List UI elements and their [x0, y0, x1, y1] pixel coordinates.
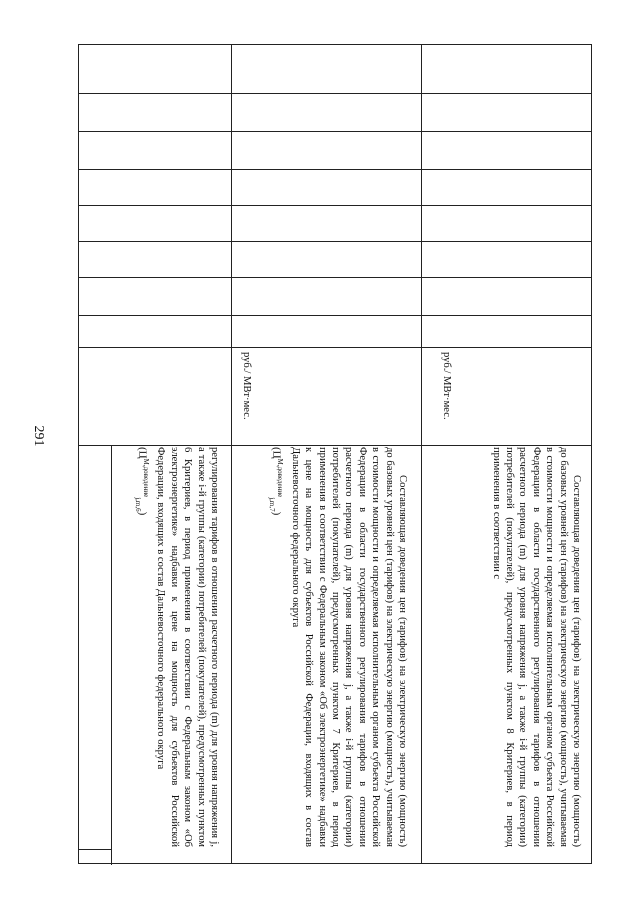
row-3-description: [489, 447, 583, 847]
column-divider: [79, 241, 591, 242]
row-1-description: [131, 447, 221, 847]
row-1-text: регулирования тарифов в отношении расчетного периода (m) для уровня напряжения j, а также i-й группы (категории) потребителей (покупателей), предусмотренных пунктом 6 Критериев, в период применения в соответствии с Федеральным законом «Об электроэнергетике» надбавки к цене на мощность для субъектов Российской Федерации, входящих в состав Дальневосточного федерального округа: [155, 447, 220, 847]
column-divider: [79, 277, 591, 278]
row-3-text: Составляющая доведения цен (тарифов) на электрическую энергию (мощность) до базовых уровней цен (тарифов) на электрическую энергию (мощность), учитываемая в стоимости мощности и определяемая исполнительным органом субъекта Российской Федерации в области государственного регулирования тарифов в отношении расчетного периода (m) для уровня напряжения j, а также i-й группы (категории) потребителей (покупателей), предусмотренных пунктом 8 Критериев, в период применения в соответствии с: [490, 447, 582, 847]
column-divider: [79, 169, 591, 170]
row-divider: [231, 45, 232, 863]
column-divider: [79, 93, 591, 94]
page-number: 291: [31, 425, 46, 447]
column-divider: [79, 445, 591, 446]
row-3-unit: руб./ МВт·мес.: [441, 352, 452, 420]
row-2-symbol: $(Ц^{М,доведение}_{j,m,7})$: [268, 447, 285, 516]
column-divider: [79, 131, 591, 132]
row-1-symbol: $(Ц^{М,доведение}_{j,m,6})$: [134, 447, 150, 516]
row-divider: [111, 445, 112, 865]
column-divider: [79, 849, 111, 850]
row-2-unit: руб./ МВт·мес.: [241, 352, 252, 420]
row-divider: [421, 45, 422, 863]
column-divider: [79, 205, 591, 206]
row-2-text: Составляющая доведения цен (тарифов) на электрическую энергию (мощность) до базовых уровней цен (тарифов) на электрическую энергию (мощность), учитываемая в стоимости мощности и определяемая исполнительным органом субъекта Российской Федерации в области государственного регулирования тарифов в отношении расчетного периода (m) для уровня напряжения j, а также i-й группы (категории) потребителей (покупателей), предусмотренных пунктом 7 Критериев, в период применения в соответствии с Федеральным законом «Об электроэнергетике» надбавки к цене на мощность для субъектов Российской Федерации, входящих в состав Дальневосточного федерального округа: [289, 447, 408, 847]
column-divider: [79, 347, 591, 348]
column-divider: [79, 315, 591, 316]
row-2-description: [265, 447, 409, 847]
